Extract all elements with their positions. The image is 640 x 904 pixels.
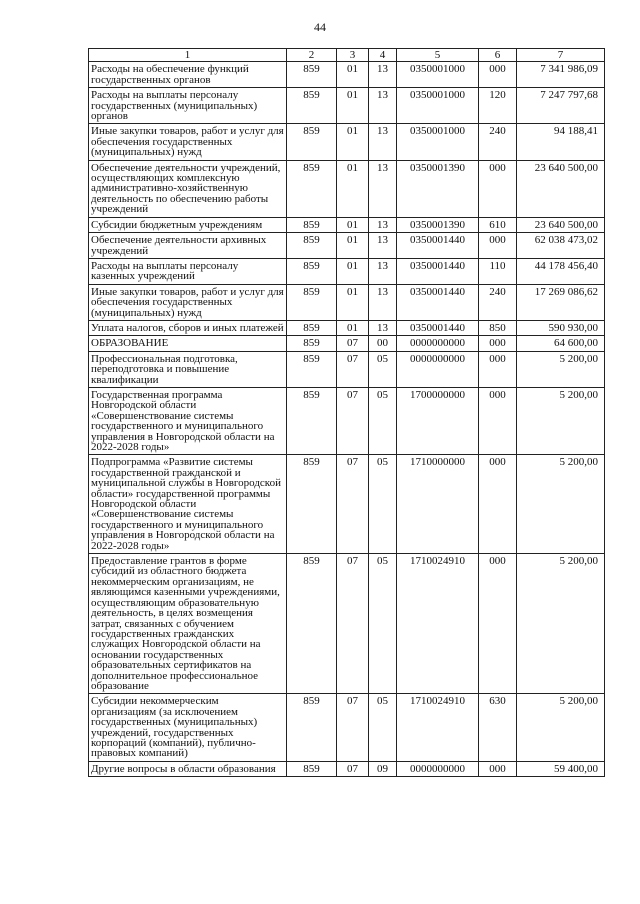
code-cell-5: 1710024910 (397, 554, 479, 694)
code-cell-2: 859 (287, 761, 337, 776)
code-cell-5: 0000000000 (397, 761, 479, 776)
row-name-cell: Иные закупки товаров, работ и услуг для обеспечения государственных (муниципальных) нужд (89, 124, 287, 160)
amount-cell: 59 400,00 (517, 761, 605, 776)
code-cell-4: 05 (369, 554, 397, 694)
code-cell-4: 13 (369, 320, 397, 335)
code-cell-2: 859 (287, 88, 337, 124)
table-row (89, 336, 605, 351)
column-header: 2 (287, 49, 337, 62)
code-cell-5: 1710024910 (397, 694, 479, 761)
code-cell-6: 110 (479, 258, 517, 284)
code-cell-2: 859 (287, 62, 337, 88)
row-name-cell: ОБРАЗОВАНИЕ (89, 336, 287, 351)
code-cell-6: 850 (479, 320, 517, 335)
row-name-cell: Субсидии бюджетным учреждениям (89, 217, 287, 232)
code-cell-2: 859 (287, 233, 337, 259)
code-cell-3: 01 (337, 320, 369, 335)
code-cell-3: 01 (337, 124, 369, 160)
code-cell-4: 13 (369, 88, 397, 124)
amount-cell: 590 930,00 (517, 320, 605, 335)
code-cell-6: 000 (479, 160, 517, 217)
row-name-cell: Расходы на выплаты персоналу казенных учреждений (89, 258, 287, 284)
table-row (89, 761, 605, 776)
budget-table (88, 48, 605, 777)
code-cell-6: 610 (479, 217, 517, 232)
row-name-cell: Иные закупки товаров, работ и услуг для обеспечения государственных (муниципальных) нужд (89, 284, 287, 320)
amount-cell: 94 188,41 (517, 124, 605, 160)
code-cell-5: 1700000000 (397, 387, 479, 454)
code-cell-2: 859 (287, 320, 337, 335)
code-cell-5: 0350001440 (397, 320, 479, 335)
code-cell-4: 09 (369, 761, 397, 776)
code-cell-2: 859 (287, 694, 337, 761)
code-cell-6: 240 (479, 124, 517, 160)
code-cell-4: 13 (369, 160, 397, 217)
code-cell-6: 000 (479, 233, 517, 259)
code-cell-2: 859 (287, 455, 337, 554)
code-cell-5: 0350001440 (397, 284, 479, 320)
table-row (89, 217, 605, 232)
table-row (89, 258, 605, 284)
table-row (89, 284, 605, 320)
code-cell-2: 859 (287, 351, 337, 387)
code-cell-2: 859 (287, 217, 337, 232)
code-cell-6: 000 (479, 554, 517, 694)
row-name-cell: Обеспечение деятельности учреждений, осуществляющих комплексную административно-хозяйственную деятельность по обеспечению работы учреждений (89, 160, 287, 217)
row-name-cell: Расходы на выплаты персоналу государственных (муниципальных) органов (89, 88, 287, 124)
code-cell-4: 05 (369, 387, 397, 454)
code-cell-3: 01 (337, 160, 369, 217)
table-row (89, 88, 605, 124)
code-cell-5: 0350001000 (397, 88, 479, 124)
amount-cell: 5 200,00 (517, 455, 605, 554)
code-cell-5: 0000000000 (397, 336, 479, 351)
code-cell-4: 13 (369, 258, 397, 284)
table-body (89, 62, 605, 777)
code-cell-5: 0350001440 (397, 233, 479, 259)
page-number: 44 (314, 20, 326, 34)
amount-cell: 44 178 456,40 (517, 258, 605, 284)
code-cell-2: 859 (287, 387, 337, 454)
code-cell-3: 07 (337, 761, 369, 776)
amount-cell: 23 640 500,00 (517, 160, 605, 217)
code-cell-3: 01 (337, 62, 369, 88)
code-cell-5: 0350001390 (397, 217, 479, 232)
code-cell-2: 859 (287, 160, 337, 217)
code-cell-6: 120 (479, 88, 517, 124)
table-row (89, 554, 605, 694)
code-cell-4: 13 (369, 233, 397, 259)
row-name-cell: Расходы на обеспечение функций государственных органов (89, 62, 287, 88)
row-name-cell: Государственная программа Новгородской области «Совершенствование системы государственного и муниципального управления в Новгородской области на 2022-2028 годы» (89, 387, 287, 454)
code-cell-6: 000 (479, 62, 517, 88)
code-cell-5: 0000000000 (397, 351, 479, 387)
row-name-cell: Подпрограмма «Развитие системы государственной гражданской и муниципальной службы в Новгородской области» государственной программы Новгородской области «Совершенствование системы государственного и муниципального управления в Новгородской области на 2022-2028 годы» (89, 455, 287, 554)
amount-cell: 62 038 473,02 (517, 233, 605, 259)
code-cell-6: 000 (479, 761, 517, 776)
table-row (89, 455, 605, 554)
amount-cell: 7 341 986,09 (517, 62, 605, 88)
row-name-cell: Уплата налогов, сборов и иных платежей (89, 320, 287, 335)
code-cell-4: 13 (369, 124, 397, 160)
table-row (89, 62, 605, 88)
code-cell-3: 01 (337, 258, 369, 284)
amount-cell: 64 600,00 (517, 336, 605, 351)
code-cell-3: 01 (337, 88, 369, 124)
row-name-cell: Другие вопросы в области образования (89, 761, 287, 776)
code-cell-3: 07 (337, 387, 369, 454)
code-cell-3: 01 (337, 284, 369, 320)
column-header: 5 (397, 49, 479, 62)
code-cell-3: 01 (337, 233, 369, 259)
column-header: 1 (89, 49, 287, 62)
code-cell-3: 07 (337, 694, 369, 761)
code-cell-2: 859 (287, 258, 337, 284)
code-cell-5: 0350001000 (397, 62, 479, 88)
code-cell-4: 13 (369, 217, 397, 232)
column-header: 7 (517, 49, 605, 62)
code-cell-4: 13 (369, 284, 397, 320)
table-row (89, 351, 605, 387)
code-cell-4: 05 (369, 351, 397, 387)
code-cell-5: 0350001440 (397, 258, 479, 284)
amount-cell: 5 200,00 (517, 694, 605, 761)
code-cell-6: 000 (479, 387, 517, 454)
code-cell-4: 00 (369, 336, 397, 351)
code-cell-3: 07 (337, 336, 369, 351)
code-cell-6: 630 (479, 694, 517, 761)
code-cell-5: 0350001390 (397, 160, 479, 217)
row-name-cell: Профессиональная подготовка, переподготовка и повышение квалификации (89, 351, 287, 387)
amount-cell: 23 640 500,00 (517, 217, 605, 232)
code-cell-4: 05 (369, 455, 397, 554)
table-row (89, 694, 605, 761)
code-cell-2: 859 (287, 124, 337, 160)
code-cell-3: 07 (337, 351, 369, 387)
row-name-cell: Обеспечение деятельности архивных учреждений (89, 233, 287, 259)
code-cell-2: 859 (287, 284, 337, 320)
code-cell-3: 01 (337, 217, 369, 232)
table-row (89, 160, 605, 217)
code-cell-3: 07 (337, 455, 369, 554)
table-row (89, 233, 605, 259)
table-row (89, 387, 605, 454)
code-cell-4: 05 (369, 694, 397, 761)
code-cell-5: 1710000000 (397, 455, 479, 554)
code-cell-2: 859 (287, 554, 337, 694)
amount-cell: 5 200,00 (517, 554, 605, 694)
column-header: 3 (337, 49, 369, 62)
table-header-row (89, 49, 605, 62)
code-cell-6: 000 (479, 336, 517, 351)
code-cell-6: 000 (479, 455, 517, 554)
table-row (89, 320, 605, 335)
code-cell-2: 859 (287, 336, 337, 351)
amount-cell: 17 269 086,62 (517, 284, 605, 320)
amount-cell: 5 200,00 (517, 351, 605, 387)
code-cell-4: 13 (369, 62, 397, 88)
row-name-cell: Предоставление грантов в форме субсидий из областного бюджета некоммерческим организациям, не являющимся казенными учреждениями, осуществляющим образовательную деятельность, в целях возмещения затрат, связанных с обучением государственных гражданских служащих Новгородской области на основании государственных образовательных сертификатов на дополнительное профессиональное образование (89, 554, 287, 694)
amount-cell: 7 247 797,68 (517, 88, 605, 124)
code-cell-5: 0350001000 (397, 124, 479, 160)
code-cell-3: 07 (337, 554, 369, 694)
code-cell-6: 240 (479, 284, 517, 320)
table-row (89, 124, 605, 160)
code-cell-6: 000 (479, 351, 517, 387)
row-name-cell: Субсидии некоммерческим организациям (за исключением государственных (муниципальных) учреждений, государственных корпораций (компаний), публично-правовых компаний) (89, 694, 287, 761)
amount-cell: 5 200,00 (517, 387, 605, 454)
column-header: 4 (369, 49, 397, 62)
column-header: 6 (479, 49, 517, 62)
